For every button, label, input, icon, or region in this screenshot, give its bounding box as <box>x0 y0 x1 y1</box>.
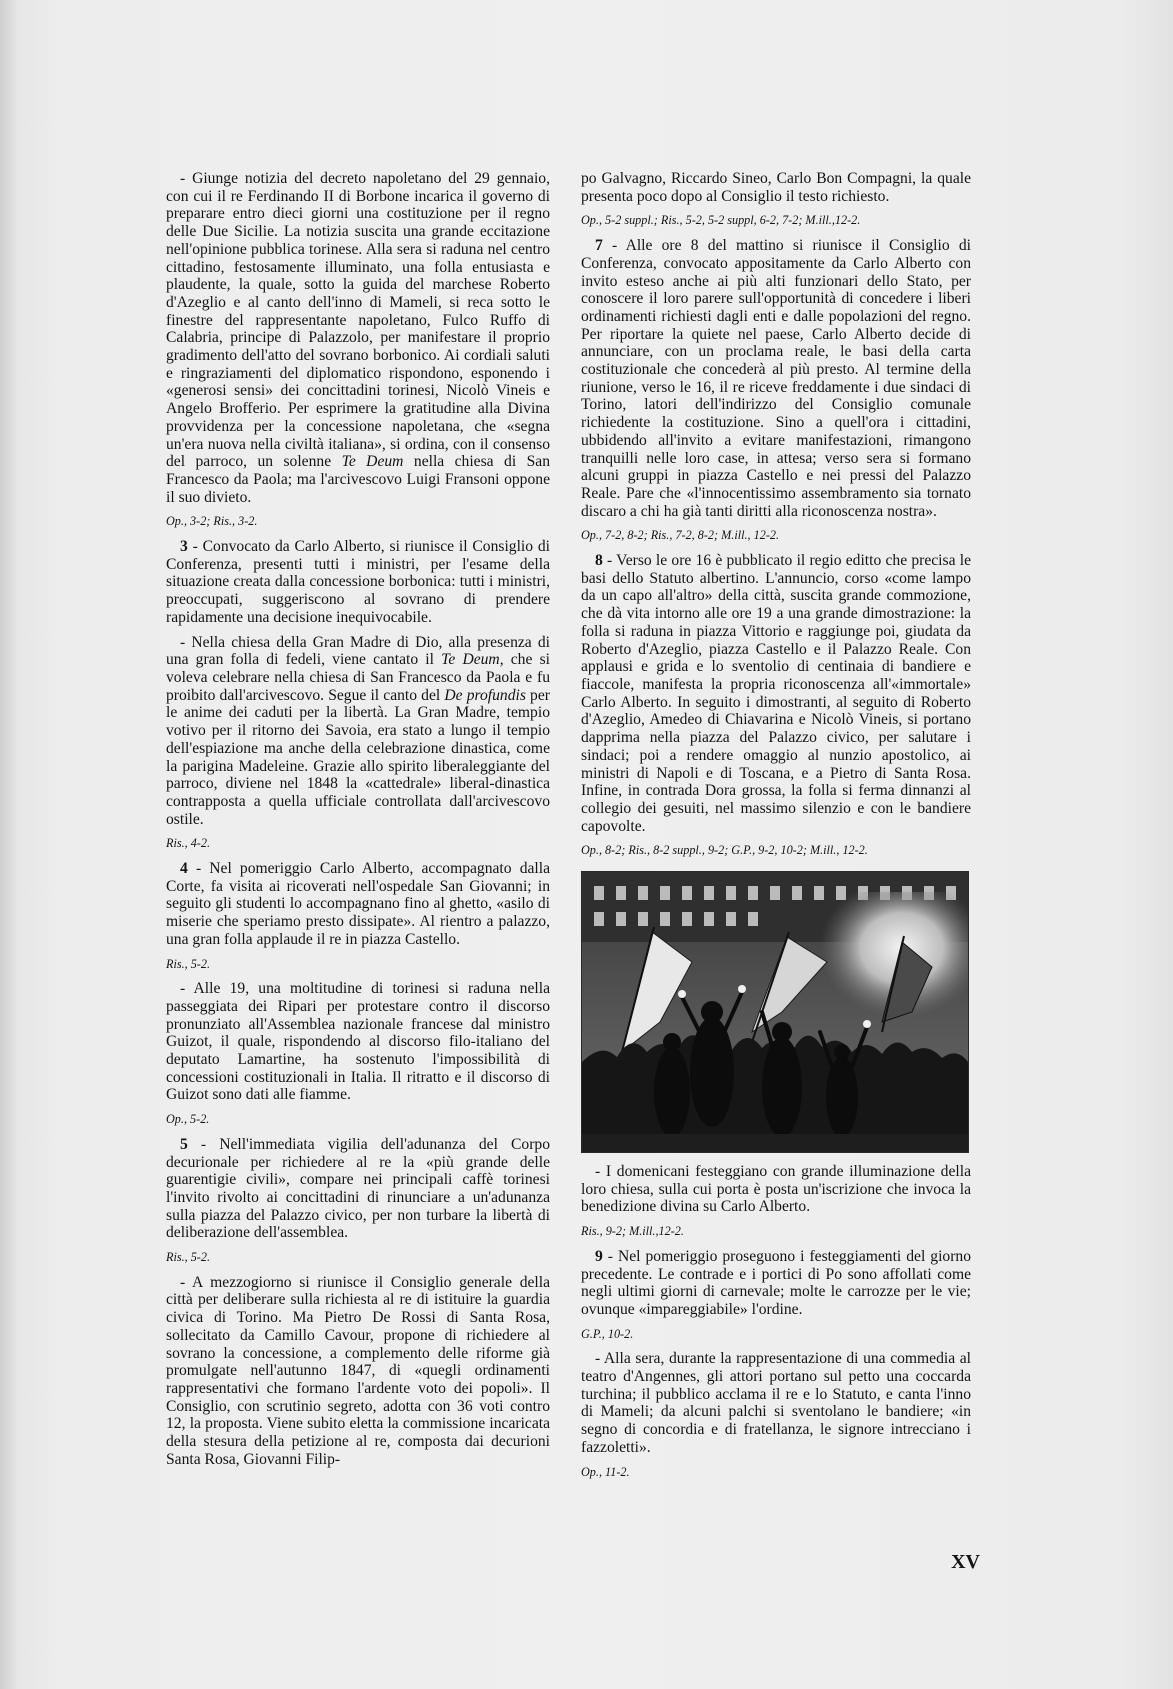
paragraph: - Alla sera, durante la rappresentazione di una commedia al teatro d'Angennes, gli attori portano sul petto una coccarda turchina; il pubblico acclama il re e lo Statuto, e canta l'inno di Mameli; da alcuni palchi si sventolano le bandiere; «in segno di concordia e di fratellanza, le signore intrecciano i fazzoletti». <box>581 1350 971 1456</box>
engraving-illustration <box>581 871 969 1153</box>
crowd-celebration-engraving <box>582 872 968 1152</box>
day-number: 7 <box>595 237 603 255</box>
paragraph: 7 - Alle ore 8 del mattino si riunisce il Consiglio di Conferenza, convocato appositamente da Carlo Alberto con invito esteso anche ai più alti funzionari dello Stato, per conoscere il loro parere sull'opportunità di concedere i liberi ordinamenti richiesti dagli enti e dalle popolazioni del regno. Per riportare la quiete nel paese, Carlo Alberto decide di annunciare, con un proclama reale, le basi della carta costituzionale che concederà al più presto. Al termine della riunione, verso le 16, il re riceve freddamente i due sindaci di Torino, latori dell'indirizzo del Consiglio comunale richiedente la costituzione. Sino a quell'ora i cittadini, ubbidendo all'invito a evitare manifestazioni, rimangono tranquilli nelle loro case, in attesa; verso sera si formano alcuni gruppi in piazza Castello e nei pressi del Palazzo Reale. Pare che «l'innocentissimo assembramento sia tornato discaro a chi ha già tanti diritti alla riconoscenza nostra». <box>581 237 971 520</box>
paragraph: 3 - Convocato da Carlo Alberto, si riunisce il Consiglio di Conferenza, presenti tutti i ministri, per l'esame della situazione creata dalla concessione borbonica: tutti i ministri, preoccupati, suggeriscono al sovrano di prendere rapidamente una decisione inequivocabile. <box>166 538 550 626</box>
paragraph: 4 - Nel pomeriggio Carlo Alberto, accompagnato dalla Corte, fa visita ai ricoverati nell'ospedale San Giovanni; in seguito gli studenti lo accompagnano fino al ghetto, «asilo di miserie che speriamo presto dissipate». Al rientro a palazzo, una gran folla applaude il re in piazza Castello. <box>166 860 550 948</box>
page-number: XV <box>951 1551 980 1573</box>
source-reference: Op., 7-2, 8-2; Ris., 7-2, 8-2; M.ill., 12-2. <box>581 528 780 543</box>
source-reference: Ris., 5-2. <box>166 1250 211 1265</box>
paragraph: po Galvagno, Riccardo Sineo, Carlo Bon Compagni, la quale presenta poco dopo al Consiglio il testo richiesto. <box>581 170 971 205</box>
source-reference: Op., 5-2 suppl.; Ris., 5-2, 5-2 suppl, 6-2, 7-2; M.ill.,12-2. <box>581 213 861 228</box>
paragraph: - Nella chiesa della Gran Madre di Dio, alla presenza di una gran folla di fedeli, viene cantato il Te Deum, che si voleva celebrare nella chiesa di San Francesco da Paola e fu proibito dall'arcivescovo. Segue il canto del De profundis per le anime dei caduti per la libertà. La Gran Madre, tempio votivo per il ritorno dei Savoia, era stato a lungo il tempio dell'espiazione ma anche della celebrazione dinastica, come la parigina Madeleine. Grazie allo spirito liberaleggiante del parroco, diviene nel 1848 la «cattedrale» liberal-dinastica contrapposta a quella ufficiale controllata dall'arcivescovo ostile. <box>166 633 550 828</box>
source-reference: Op., 8-2; Ris., 8-2 suppl., 9-2; G.P., 9-2, 10-2; M.ill., 12-2. <box>581 843 868 858</box>
right-column <box>581 170 971 1488</box>
figure-caption: - I domenicani festeggiano con grande illuminazione della loro chiesa, sulla cui porta è posta un'iscrizione che invoca la benedizione divina su Carlo Alberto. <box>581 1163 971 1216</box>
day-number: 5 <box>180 1135 188 1153</box>
source-reference: Ris., 5-2. <box>166 956 211 971</box>
day-number: 8 <box>595 552 603 570</box>
day-number: 3 <box>180 538 188 556</box>
source-reference: Op., 11-2. <box>581 1464 630 1479</box>
source-reference: Ris., 4-2. <box>166 836 211 851</box>
paragraph: 5 - Nell'immediata vigilia dell'adunanza del Corpo decurionale per richiedere al re la «più grande delle guarentigie civili», compare nei principali caffè torinesi l'invito rivolto ai concittadini di rinunciare a un'adunanza sulla piazza del Palazzo civico, per non turbare la libertà di deliberazione dell'assemblea. <box>166 1135 550 1242</box>
day-number: 9 <box>595 1247 603 1265</box>
paragraph: - Giunge notizia del decreto napoletano del 29 gennaio, con cui il re Ferdinando II di Borbone incarica il governo di preparare entro dieci giorni una costituzione per il regno delle Due Sicilie. La notizia suscita una grande eccitazione nell'opinione pubblica torinese. Alla sera si raduna nel centro cittadino, festosamente illuminato, una folla entusiasta e plaudente, la quale, sotto la guida del marchese Roberto d'Azeglio e al canto dell'inno di Mameli, si reca sotto le finestre del rappresentante napoletano, Fulco Ruffo di Calabria, principe di Palazzolo, per manifestare il proprio gradimento dell'atto del sovrano borbonico. Ai cordiali saluti e ringraziamenti del diplomatico rispondono, esponendo i «generosi sensi» dei concittadini torinesi, Nicolò Vineis e Angelo Brofferio. Per esprimere la gratitudine alla Divina provvidenza per la concessione napoletana, che «segna un'era nuova nella civiltà italiana», si ordina, con il consenso del parroco, un solenne Te Deum nella chiesa di San Francesco da Paola; ma l'arcivescovo Luigi Fransoni oppone il suo divieto. <box>166 170 551 506</box>
source-reference: Op., 5-2. <box>166 1112 210 1127</box>
source-reference: G.P., 10-2. <box>581 1326 634 1341</box>
source-reference: Op., 3-2; Ris., 3-2. <box>166 514 258 529</box>
source-reference: Ris., 9-2; M.ill.,12-2. <box>581 1224 684 1239</box>
left-column <box>166 170 550 1476</box>
day-number: 4 <box>180 860 188 878</box>
paragraph: 8 - Verso le ore 16 è pubblicato il regio editto che precisa le basi dello Statuto albertino. L'annuncio, corso «come lampo da un capo all'altro» della città, suscita grande commozione, che dà vita intorno alle ore 19 a una grande dimostrazione: la folla si raduna in piazza Vittorio e raggiunge poi, giudata da Roberto d'Azeglio, piazza Castello e il Palazzo Reale. Con applausi e grida e lo sventolio di centinaia di bandiere e fiaccole, manifesta la propria riconoscenza all'«immortale» Carlo Alberto. In seguito i dimostranti, al seguito di Roberto d'Azeglio, Amedeo di Chiavarina e Nicolò Vineis, si portano dapprima nella piazza del Palazzo civico, per salutare i sindaci; poi a rendere omaggio al nunzio apostolico, ai ministri di Napoli e di Toscana, e a Pietro di Santa Rosa. Infine, in contrada Dora grossa, la folla si ferma dinnanzi al collegio dei gesuiti, nel massimo silenzio e con le bandiere capovolte. <box>581 552 971 835</box>
paragraph: - Alle 19, una moltitudine di torinesi si raduna nella passeggiata dei Ripari per protestare contro il discorso pronunziato all'Assemblea nazionale francese dal ministro Guizot, il quale, rispondendo al discorso filo-italiano del deputato Lamartine, ha sostenuto l'impossibilità di concessioni costituzionali in Italia. Il ritratto e il discorso di Guizot sono dati alle fiamme. <box>166 980 550 1104</box>
paragraph: - A mezzogiorno si riunisce il Consiglio generale della città per deliberare sulla richiesta al re di istituire la guardia civica di Torino. Ma Pietro De Rossi di Santa Rosa, sollecitato da Camillo Cavour, propone di richiedere al sovrano la concessione, a complemento delle riforme già promulgate nell'autunno 1847, di «quegli ordinamenti rappresentativi che formano l'ardente voto dei popoli». Il Consiglio, con scrutinio segreto, adotta con 36 voti contro 12, la proposta. Viene subito eletta la commissione incaricata della stesura della petizione al re, composta dai decurioni Santa Rosa, Giovanni Filip- <box>166 1273 550 1468</box>
paragraph: 9 - Nel pomeriggio proseguono i festeggiamenti del giorno precedente. Le contrade e i portici di Po sono affollati come negli ultimi giorni di carnevale; molte le carrozze per le vie; ovunque «impareggiabile» l'ordine. <box>581 1247 971 1318</box>
